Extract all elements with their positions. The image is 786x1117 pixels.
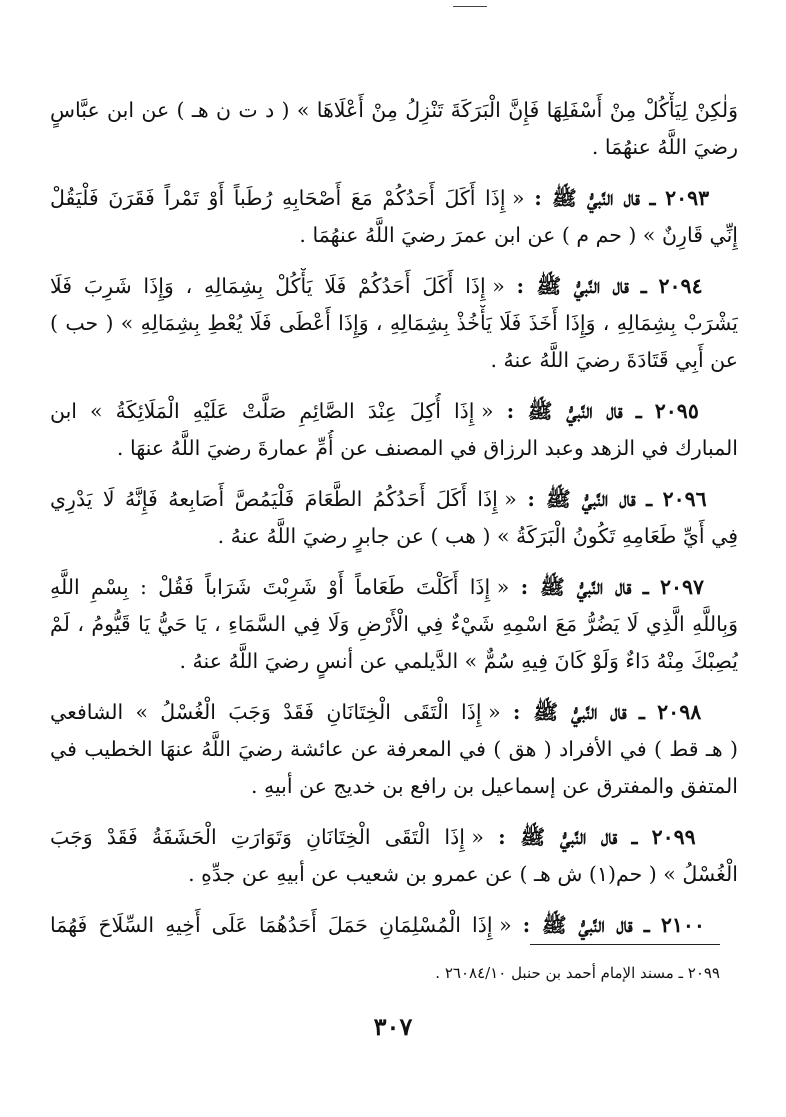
hadith-number: ٢١٠٠ <box>660 913 705 937</box>
text-line <box>50 481 738 518</box>
hadith-text: « إِذَا أَكَلَ أَحَدُكُمْ فَلَا يَأْكُلْ بِشِمَالِهِ ، وَإِذَا شَرِبَ فَلَا <box>50 274 505 298</box>
hadith-2094 <box>50 268 738 379</box>
hadith-prefix: قال النَّبيُّ ﷺ : <box>520 575 632 599</box>
text-line <box>50 180 738 217</box>
hadith-continuation <box>50 92 738 166</box>
hadith-2093 <box>50 180 738 254</box>
hadith-2098 <box>50 694 738 805</box>
hadith-number: ٢٠٩٧ <box>660 575 705 599</box>
text-line: يُصِبْكَ مِنْهُ دَاءٌ وَلَوْ كَانَ فِيهِ سُمٌّ » الدَّيلمي عن أنسٍ رضيَ اللَّهُ عنهُ . <box>179 649 738 673</box>
page-body <box>50 92 738 958</box>
text-line: المتفق والمفترق عن إسماعيل بن رافع بن خديج عن أبيهِ . <box>250 774 738 798</box>
footnote: ٢٠٩٩ ـ مسند الإمام أحمد بن حنبل ٢٦٠٨٤/١٠ . <box>435 964 720 982</box>
separator: ـ <box>649 186 656 210</box>
hadith-text: « إِذَا الْتَقَى الْخِتَانَانِ وَتَوَارَتِ الْحَشَفَةُ فَقَدْ وَجَبَ <box>50 825 484 849</box>
text-line: وَبِاللَّهِ الَّذِي لَا يَضُرُّ مَعَ اسْمِهِ شَيْءٌ فِي الْأَرْضِ وَلَا فِي السَّمَاءِ ، يَا حَيُّ يَا قَيُّومُ ، لَمْ <box>50 612 738 636</box>
top-rule <box>453 6 487 7</box>
hadith-2100 <box>50 907 738 944</box>
hadith-prefix: قال النَّبيُّ ﷺ : <box>522 913 633 937</box>
text-line: فِي أَيِّ طَعَامِهِ تَكُونُ الْبَرَكَةُ » ( هب ) عن جابرٍ رضيَ اللَّهُ عنهُ . <box>217 524 738 548</box>
hadith-text: « إِذَا الْمُسْلِمَانِ حَمَلَ أَحَدُهُمَا عَلَى أَخِيهِ السِّلَاحَ فَهُمَا <box>50 913 512 937</box>
hadith-prefix: قال النَّبيُّ ﷺ : <box>527 487 636 511</box>
text-line <box>50 393 738 430</box>
text-line <box>50 268 738 305</box>
hadith-number: ٢٠٩٩ <box>651 825 696 849</box>
hadith-prefix: قال النَّبيُّ ﷺ : <box>506 399 623 423</box>
hadith-prefix: قال النَّبيُّ ﷺ : <box>516 274 629 298</box>
separator: ـ <box>638 700 645 724</box>
hadith-number: ٢٠٩٥ <box>654 399 699 423</box>
hadith-prefix: قال النَّبيُّ ﷺ : <box>534 186 640 210</box>
hadith-number: ٢٠٩٤ <box>658 274 703 298</box>
hadith-text: « إِذَا الْتَقَى الْخِتَانَانِ فَقَدْ وَجَبَ الْغُسْلُ » الشافعي <box>50 700 501 724</box>
hadith-number: ٢٠٩٦ <box>662 487 707 511</box>
separator: ـ <box>635 399 642 423</box>
text-line: ( هـ قط ) في الأفراد ( هق ) في المعرفة عن عائشة رضيَ اللَّهُ عنهَا الخطيب في <box>50 737 738 761</box>
hadith-prefix: قال النَّبيُّ ﷺ : <box>512 700 627 724</box>
hadith-prefix: قال النَّبيُّ ﷺ : <box>498 825 618 849</box>
hadith-number: ٢٠٩٨ <box>657 700 702 724</box>
separator: ـ <box>640 274 647 298</box>
text-line <box>50 819 738 856</box>
hadith-number: ٢٠٩٣ <box>665 186 710 210</box>
footnote-rule <box>530 944 720 945</box>
text-line <box>50 569 738 606</box>
text-line: وَلٰكِنْ لِيَأْكُلْ مِنْ أَسْفَلِهَا فَإِنَّ الْبَرَكَةَ تَنْزِلُ مِنْ أَعْلَاهَا » ( د ت ن هـ ) عن ابن عبَّاسٍ <box>50 98 738 122</box>
separator: ـ <box>643 913 650 937</box>
text-line: يَشْرَبْ بِشِمَالِهِ ، وَإِذَا أَخَذَ فَلَا يَأْخُذْ بِشِمَالِهِ ، وَإِذَا أَعْطَى فَلَا يُعْطِ بِشِمَالِهِ » ( حب ) <box>50 311 738 335</box>
hadith-2096 <box>50 481 738 555</box>
text-line: عن أَبِي قَتَادَةَ رضيَ اللَّهُ عنهُ . <box>490 348 738 372</box>
separator: ـ <box>631 825 638 849</box>
hadith-text: « إِذَا أُكِلَ عِنْدَ الصَّائِمِ صَلَّتْ عَلَيْهِ الْمَلَائِكَةُ » ابن <box>50 399 494 423</box>
text-line <box>50 694 738 731</box>
hadith-2097 <box>50 569 738 680</box>
hadith-text: « إِذَا أَكَلْتَ طَعَاماً أَوْ شَرِبْتَ شَرَاباً فَقُلْ : بِسْمِ اللَّهِ <box>50 575 510 599</box>
separator: ـ <box>646 487 653 511</box>
text-line <box>50 907 738 944</box>
text-line: الْغُسْلُ » ( حم(١) ش هـ ) عن عمرو بن شعيب عن أبيهِ عن جدِّهِ . <box>188 862 738 886</box>
hadith-2099 <box>50 819 738 893</box>
hadith-text: « إِذَا أَكَلَ أَحَدُكُمْ مَعَ أَصْحَابِهِ رُطَباً أَوْ تَمْراً فَقَرَنَ فَلْيَقُلْ <box>50 186 525 210</box>
hadith-2095 <box>50 393 738 467</box>
hadith-text: « إِذَا أَكَلَ أَحَدُكُمُ الطَّعَامَ فَلْيَمُصَّ أَصَابِعهُ فَإِنَّهُ لَا يَدْرِي <box>50 487 517 511</box>
text-line: رضيَ اللَّهُ عنهُمَا . <box>591 135 738 159</box>
text-line: المبارك في الزهد وعبد الرزاق في المصنف عن أُمِّ عمارةَ رضيَ اللَّهُ عنهَا . <box>116 436 738 460</box>
page-number: ٣٠٧ <box>373 1012 413 1041</box>
text-line: إِنِّي قَارِنٌ » ( حم م ) عن ابن عمرَ رضيَ اللَّهُ عنهُمَا . <box>299 223 738 247</box>
separator: ـ <box>642 575 649 599</box>
